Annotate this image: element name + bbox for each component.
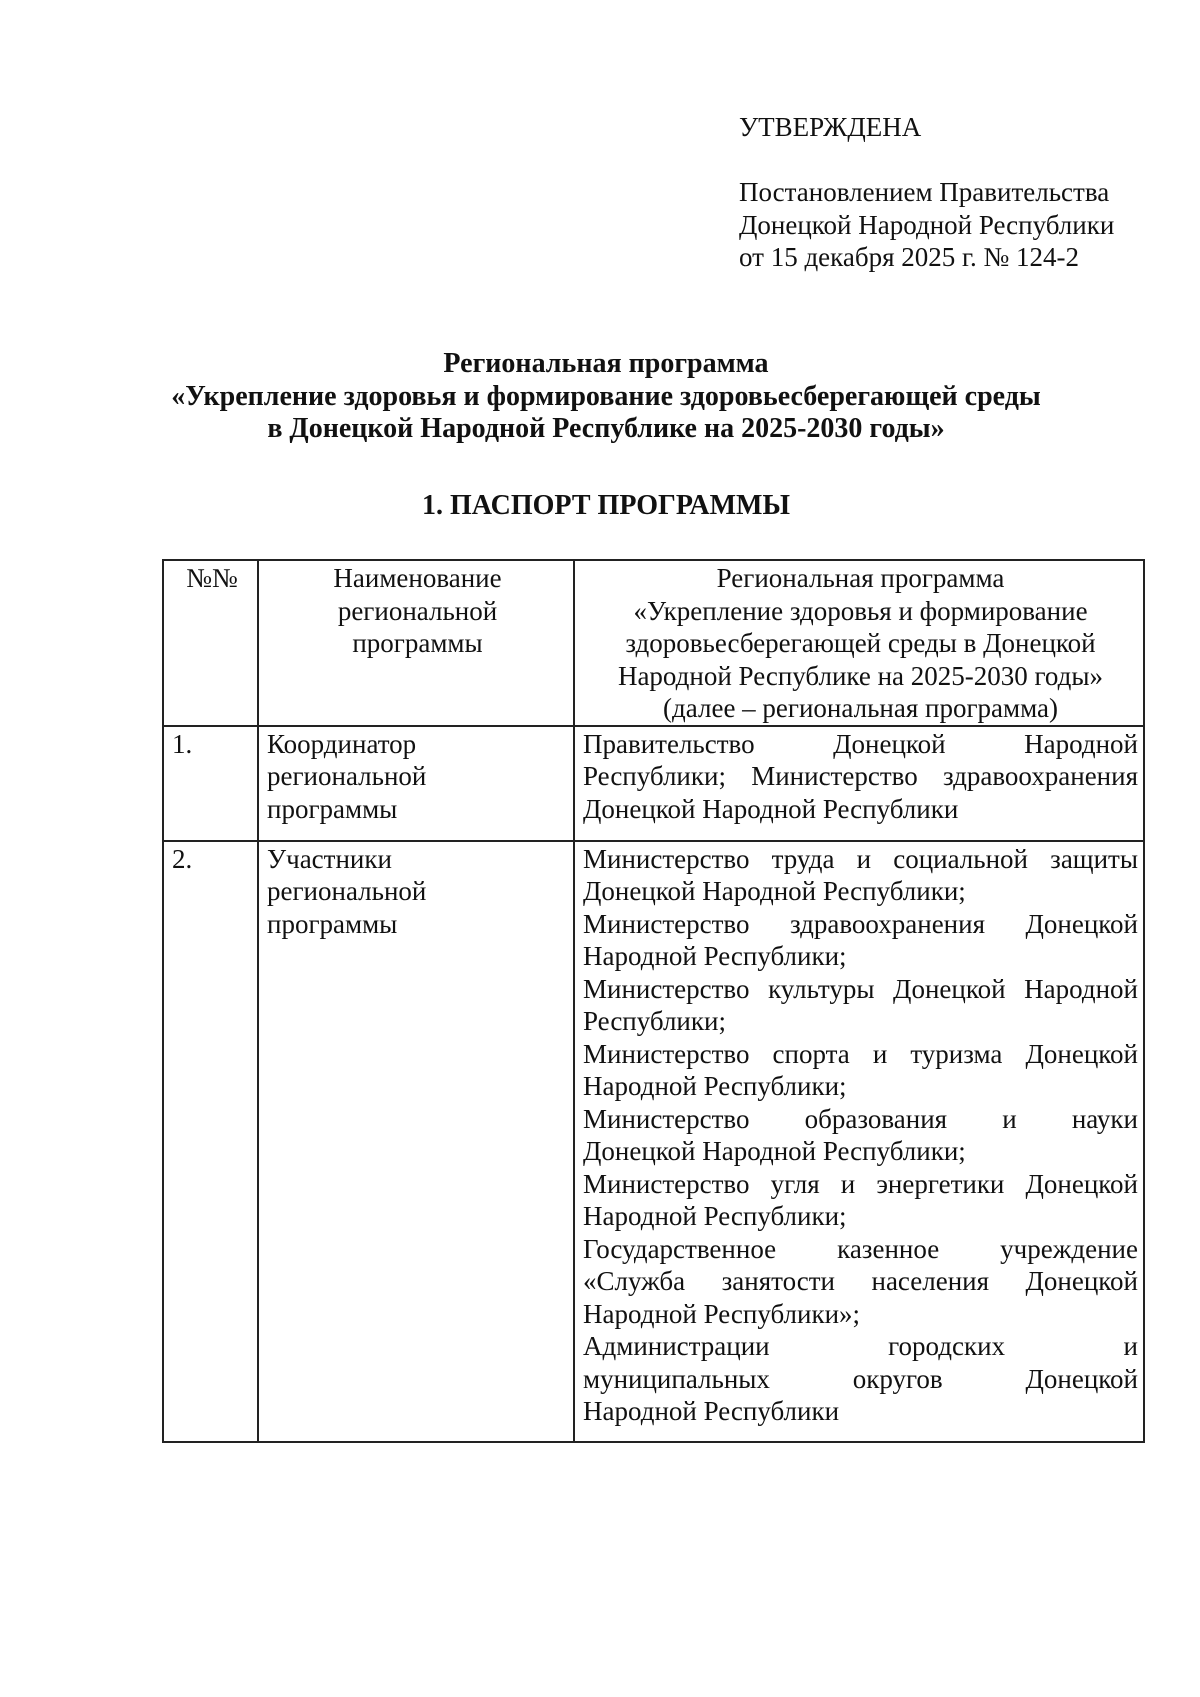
header-cell-number (163, 560, 258, 726)
row-name-line: Участники (267, 843, 392, 874)
row-value-line: Народной Республики; (583, 1071, 847, 1101)
row-value-line: Народной Республики; (583, 1201, 847, 1231)
row-name-line: региональной (267, 761, 427, 791)
table-row (163, 726, 1144, 841)
header-number-label: №№ (186, 563, 238, 593)
table-header-row (163, 560, 1144, 726)
row-value-line: муниципальных округов Донецкой (583, 1363, 1138, 1394)
header-value-line: Народной Республике на 2025-2030 годы» (617, 660, 1104, 691)
row-value-line: Министерство культуры Донецкой Народной (583, 973, 1138, 1004)
row-number: 1. (172, 728, 193, 759)
row-cell-number (163, 726, 258, 841)
row-value-line: Министерство спорта и туризма Донецкой (583, 1038, 1138, 1069)
header-cell-name (258, 560, 574, 726)
row-value-line: Республики; Министерство здравоохранения (583, 761, 1138, 791)
row-value-line: Донецкой Народной Республики (583, 793, 959, 824)
approval-line: Постановлением Правительства (739, 177, 1110, 207)
table-row (163, 841, 1144, 1442)
row-value-line: Министерство труда и социальной защиты (583, 843, 1138, 874)
header-cell-value (574, 560, 1144, 726)
row-value-line: Народной Республики (583, 1396, 840, 1426)
title-line: «Укрепление здоровья и формирование здоровьесберегающей среды (171, 380, 1041, 412)
row-cell-number (163, 841, 258, 1442)
row-number: 2. (172, 843, 193, 874)
row-name-line: программы (267, 908, 398, 939)
approval-stamp-block (739, 111, 1159, 274)
header-name-line: региональной (337, 595, 498, 626)
row-name-line: программы (267, 793, 398, 824)
row-value-line: Народной Республики»; (583, 1298, 861, 1329)
row-value-line: Государственное казенное учреждение (583, 1233, 1138, 1264)
section-heading: 1. ПАСПОРТ ПРОГРАММЫ (422, 490, 790, 521)
row-value-line: Донецкой Народной Республики; (583, 1136, 966, 1166)
header-value-line: здоровьесберегающей среды в Донецкой (625, 628, 1096, 658)
document-title (6, 348, 1200, 446)
row-value-line: Правительство Донецкой Народной (583, 728, 1138, 759)
approval-line: от 15 декабря 2025 г. № 124-2 (739, 242, 1080, 272)
row-value-line: Донецкой Народной Республики; (583, 876, 966, 906)
row-cell-value (574, 726, 1144, 841)
header-value-line: Региональная программа (716, 563, 1005, 593)
row-cell-name (258, 841, 574, 1442)
row-value-line: Народной Республики; (583, 941, 847, 971)
row-name-line: региональной (267, 876, 427, 906)
row-value-line: «Служба занятости населения Донецкой (583, 1266, 1138, 1296)
passport-table (162, 559, 1145, 1443)
header-name-line: Наименование (333, 563, 502, 593)
approval-line: Донецкой Народной Республики (739, 209, 1115, 240)
row-value-line: Министерство здравоохранения Донецкой (583, 908, 1138, 939)
title-line: в Донецкой Народной Республике на 2025-2030 годы» (267, 413, 945, 444)
row-value-line: Администрации городских и (583, 1331, 1138, 1361)
header-value-line: (далее – региональная программа) (663, 693, 1058, 723)
title-line: Региональная программа (443, 348, 769, 379)
row-value-line: Республики; (583, 1006, 726, 1036)
row-value-line: Министерство образования и науки (583, 1103, 1138, 1134)
header-value-line: «Укрепление здоровья и формирование (633, 595, 1088, 626)
row-cell-name (258, 726, 574, 841)
row-cell-value (574, 841, 1144, 1442)
approval-line: УТВЕРЖДЕНА (739, 112, 922, 142)
row-value-line: Министерство угля и энергетики Донецкой (583, 1168, 1138, 1199)
header-name-line: программы (352, 628, 483, 658)
row-name-line: Координатор (267, 728, 417, 759)
